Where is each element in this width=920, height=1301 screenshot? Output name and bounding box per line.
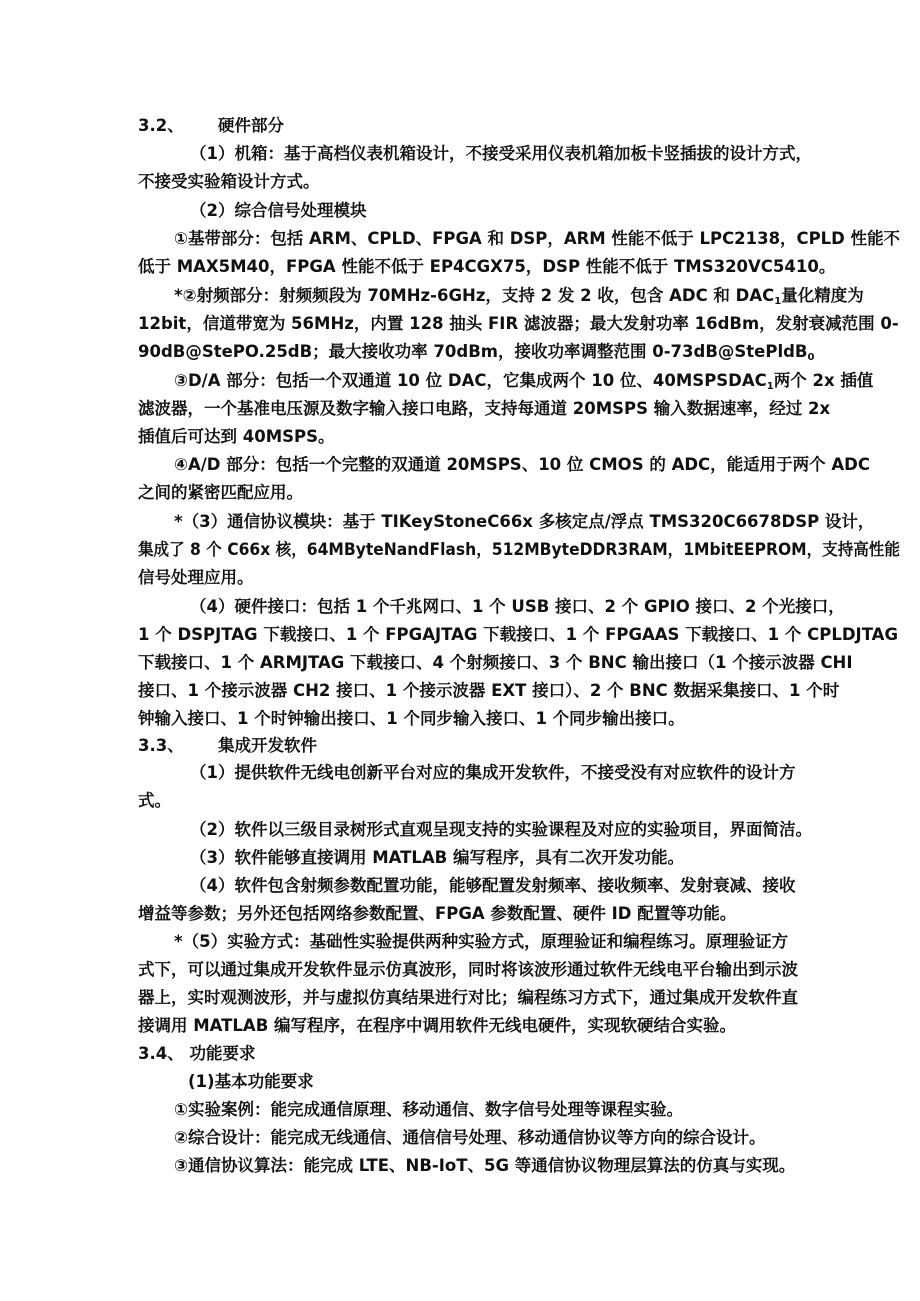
section-3-2-title: 硬件部分 bbox=[218, 116, 284, 135]
software-line-4: （3）软件能够直接调用 MATLAB 编写程序，具有二次开发功能。 bbox=[190, 848, 684, 867]
section-3-3-number: 3.3、 bbox=[138, 736, 184, 755]
software-line-1: （1）提供软件无线电创新平台对应的集成开发软件，不接受没有对应软件的设计方 bbox=[190, 763, 796, 782]
software-line-8: 式下，可以通过集成开发软件显示仿真波形，同时将该波形通过软件无线电平台输出到示波 bbox=[138, 960, 798, 979]
signal-module-heading: （2）综合信号处理模块 bbox=[190, 201, 367, 220]
ad-line-2: 之间的紧密匹配应用。 bbox=[138, 483, 303, 502]
interfaces-line-3: 下载接口、1 个 ARMJTAG 下载接口、4 个射频接口、3 个 BNC 输出接口（1 个接示波器 CHI bbox=[138, 653, 853, 672]
software-line-3: （2）软件以三级目录树形式直观呈现支持的实验课程及对应的实验项目，界面简洁。 bbox=[190, 820, 812, 839]
software-line-2: 式。 bbox=[138, 791, 171, 810]
ad-line-1: ④A/D 部分：包括一个完整的双通道 20MSPS、10 位 CMOS 的 ADC，能适用于两个 ADC bbox=[174, 455, 870, 474]
protocol-line-3: 信号处理应用。 bbox=[138, 568, 254, 587]
section-3-2-number: 3.2、 bbox=[138, 116, 184, 135]
rf-line-2: 12bit，信道带宽为 56MHz，内置 128 抽头 FIR 滤波器；最大发射功率 16dBm，发射衰减范围 0- bbox=[138, 314, 899, 333]
baseband-line-2: 低于 MAX5M40，FPGA 性能不低于 EP4CGX75，DSP 性能不低于 TMS320VC5410。 bbox=[138, 257, 836, 276]
da-line-2: 滤波器，一个基准电压源及数字输入接口电路，支持每通道 20MSPS 输入数据速率，经过 2x bbox=[138, 399, 831, 418]
software-line-6: 增益等参数；另外还包括网络参数配置、FPGA 参数配置、硬件 ID 配置等功能。 bbox=[138, 904, 737, 923]
da-line-3: 插值后可达到 40MSPS。 bbox=[138, 427, 335, 446]
section-3-4-heading: 3.4、 功能要求 bbox=[138, 1044, 256, 1063]
software-line-7: *（5）实验方式：基础性实验提供两种实验方式，原理验证和编程练习。原理验证方 bbox=[174, 932, 789, 951]
rf-line-3: 90dB@StePO.25dB；最大接收功率 70dBm，接收功率调整范围 0-73dB@StePldB$_0$ bbox=[138, 342, 815, 363]
rf-line-1: *②射频部分：射频频段为 70MHz-6GHz，支持 2 发 2 收，包含 ADC 和 $DAC_1$量化精度为 bbox=[174, 286, 864, 307]
interfaces-line-1: （4）硬件接口：包括 1 个千兆网口、1 个 USB 接口、2 个 GPIO 接口、2 个光接口， bbox=[190, 597, 845, 616]
interfaces-line-4: 接口、1 个接示波器 CH2 接口、1 个接示波器 EXT 接口）、2 个 BNC 数据采集接口、1 个时 bbox=[138, 681, 840, 700]
software-line-10: 接调用 MATLAB 编写程序，在程序中调用软件无线电硬件，实现软硬结合实验。 bbox=[138, 1016, 737, 1035]
software-line-9: 器上，实时观测波形，并与虚拟仿真结果进行对比；编程练习方式下，通过集成开发软件直 bbox=[138, 988, 798, 1007]
interfaces-line-2: 1 个 DSPJTAG 下载接口、1 个 FPGAJTAG 下载接口、1 个 FPGAAS 下载接口、1 个 CPLDJTAG bbox=[138, 625, 898, 644]
protocol-line-1: *（3）通信协议模块：基于 TIKeyStoneC66x 多核定点/浮点 TMS320C6678DSP 设计， bbox=[174, 512, 875, 531]
software-line-5: （4）软件包含射频参数配置功能，能够配置发射频率、接收频率、发射衰减、接收 bbox=[190, 876, 796, 895]
paragraph-chassis-line-2: 不接受实验箱设计方式。 bbox=[138, 172, 320, 191]
interfaces-line-5: 钟输入接口、1 个时钟输出接口、1 个同步输入接口、1 个同步输出接口。 bbox=[138, 709, 685, 728]
baseband-line-1: ①基带部分：包括 ARM、CPLD、FPGA 和 DSP，ARM 性能不低于 LPC2138，CPLD 性能不 bbox=[174, 229, 901, 248]
paragraph-chassis-line-1: （1）机箱：基于高档仪表机箱设计，不接受采用仪表机箱加板卡竖插拔的设计方式， bbox=[190, 144, 812, 163]
da-line-1: ③D/A 部分：包括一个双通道 10 位 DAC，它集成两个 10 位、$40MSPSDAC_1$两个 2x 插值 bbox=[174, 371, 874, 392]
function-item-2: ②综合设计：能完成无线通信、通信信号处理、移动通信协议等方向的综合设计。 bbox=[174, 1128, 766, 1147]
function-item-3: ③通信协议算法：能完成 LTE、NB-IoT、5G 等通信协议物理层算法的仿真与实现。 bbox=[174, 1156, 796, 1175]
function-item-1: ①实验案例：能完成通信原理、移动通信、数字信号处理等课程实验。 bbox=[174, 1100, 683, 1119]
protocol-line-2: 集成了 8 个 C66x 核，64MByteNandFlash，512MByteDDR3RAM，1MbitEEPROM，支持高性能 bbox=[138, 540, 900, 559]
basic-function-heading: (1)基本功能要求 bbox=[188, 1072, 314, 1091]
section-3-3-title: 集成开发软件 bbox=[218, 736, 317, 755]
